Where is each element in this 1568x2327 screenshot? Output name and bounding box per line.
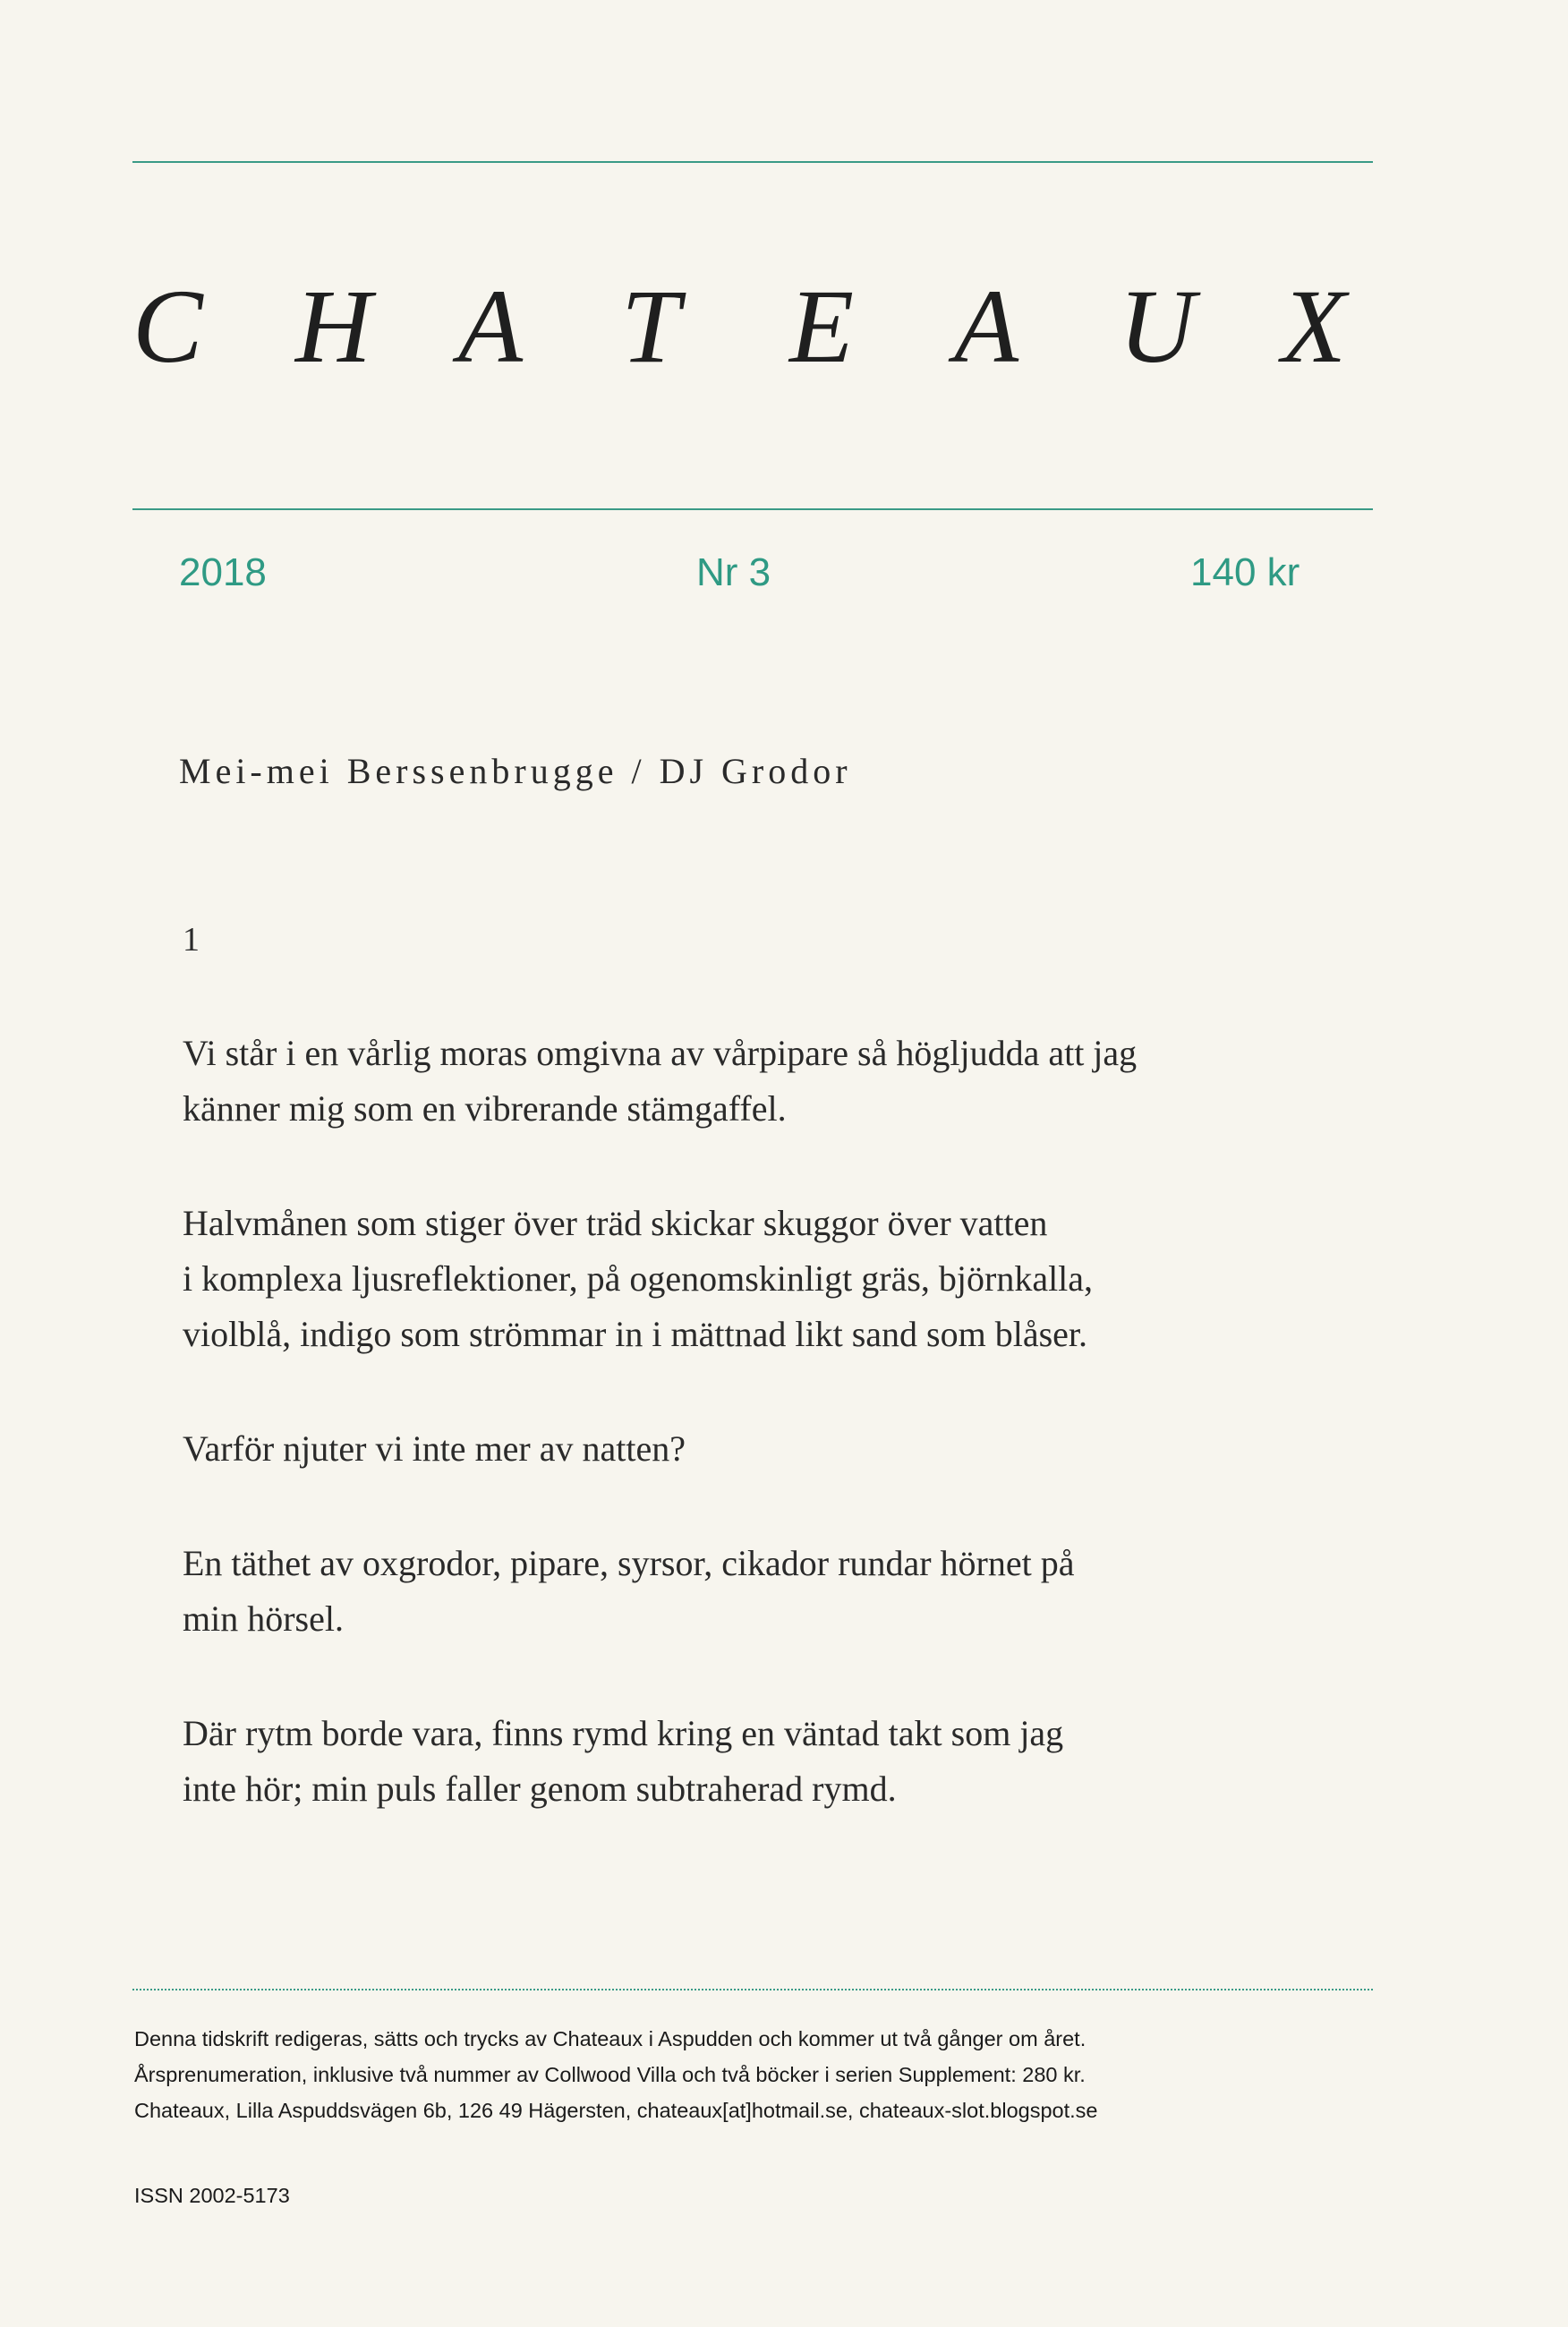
colophon-line: Denna tidskrift redigeras, sätts och trycks av Chateaux i Aspudden och kommer ut två gånger om året.: [134, 2027, 1087, 2050]
masthead-title: [132, 268, 1385, 385]
poem-line: Halvmånen som stiger över träd skickar skuggor över vatten: [183, 1203, 1048, 1243]
poem-stanza: [183, 1196, 1310, 1362]
masthead-letter: E: [789, 268, 855, 385]
masthead-letter: X: [1282, 268, 1347, 385]
poem-stanza: [183, 1421, 1310, 1477]
poem-body: [183, 1026, 1310, 1876]
poem-stanza: [183, 1026, 1310, 1137]
masthead-letter: A: [458, 268, 524, 385]
poem-stanza: [183, 1706, 1310, 1817]
poem-line: Där rytm borde vara, finns rymd kring en väntad takt som jag: [183, 1713, 1064, 1753]
colophon-line: Chateaux, Lilla Aspuddsvägen 6b, 126 49 Hägersten, chateaux[at]hotmail.se, chateaux-slot.blogspot.se: [134, 2099, 1098, 2122]
article-byline: Mei-mei Berssenbrugge / DJ Grodor: [179, 751, 852, 791]
poem-line: i komplexa ljusreflektioner, på ogenomskinligt gräs, björnkalla,: [183, 1258, 1094, 1299]
masthead-letter: U: [1119, 268, 1196, 385]
masthead-bottom-rule: [132, 508, 1373, 510]
poem-line: Vi står i en vårlig moras omgivna av vårpipare så högljudda att jag: [183, 1033, 1138, 1073]
poem-line: Varför njuter vi inte mer av natten?: [183, 1428, 686, 1469]
issue-price: 140 kr: [1190, 550, 1300, 594]
masthead-letter: C: [132, 268, 203, 385]
poem-stanza: [183, 1536, 1310, 1647]
issue-year: 2018: [179, 550, 267, 594]
poem-line: känner mig som en vibrerande stämgaffel.: [183, 1088, 787, 1129]
masthead-letter: H: [295, 268, 372, 385]
colophon-line: Årsprenumeration, inklusive två nummer av Collwood Villa och två böcker i serien Supplement: 280 kr.: [134, 2063, 1086, 2086]
poem-section-number: 1: [183, 921, 200, 959]
masthead-letter: T: [621, 268, 680, 385]
masthead-letter: A: [954, 268, 1019, 385]
issn-number: ISSN 2002-5173: [134, 2184, 290, 2207]
poem-line: inte hör; min puls faller genom subtraherad rymd.: [183, 1769, 897, 1809]
poem-line: min hörsel.: [183, 1598, 344, 1639]
poem-line: En täthet av oxgrodor, pipare, syrsor, cikador rundar hörnet på: [183, 1543, 1075, 1583]
issue-info-row: [0, 546, 1568, 600]
colophon: [134, 2021, 1387, 2128]
colophon-divider: [132, 1989, 1373, 1990]
issue-number: Nr 3: [696, 550, 771, 594]
poem-line: violblå, indigo som strömmar in i mättnad likt sand som blåser.: [183, 1314, 1088, 1354]
top-rule: [132, 161, 1373, 163]
